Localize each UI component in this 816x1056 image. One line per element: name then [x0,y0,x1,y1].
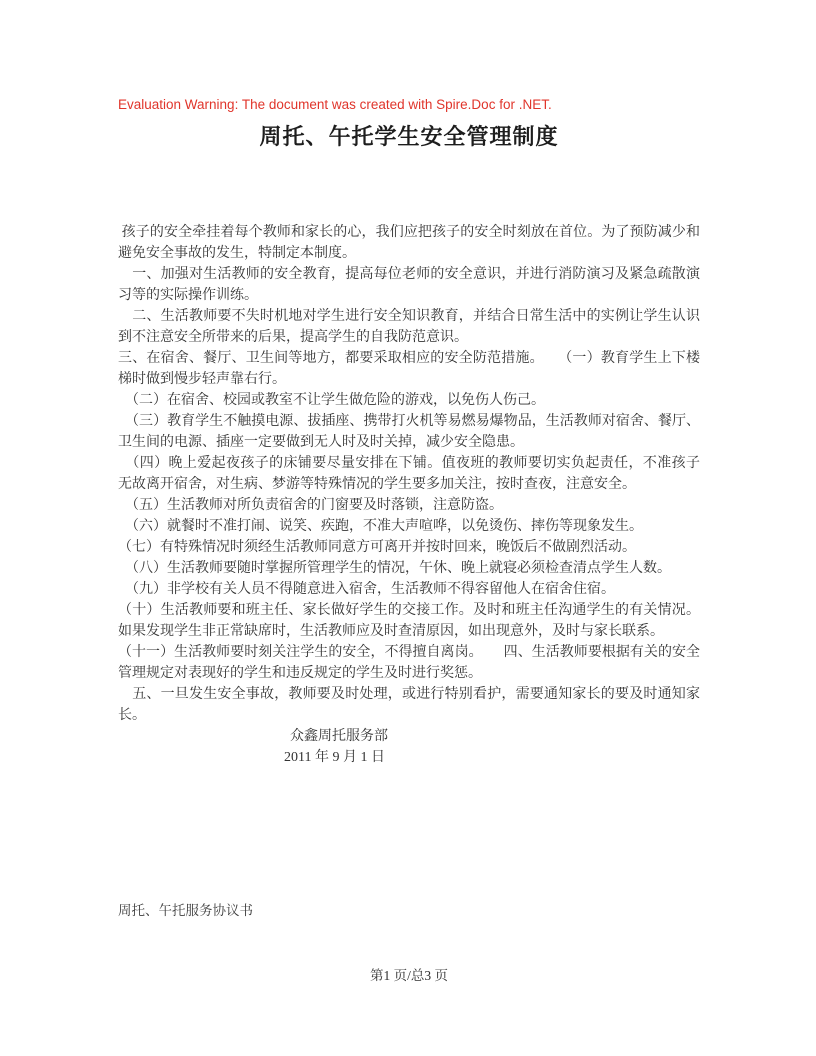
document-body [118,222,700,768]
body-line: （四）晚上爱起夜孩子的床铺要尽量安排在下铺。值夜班的教师要切实负起责任，不准孩子 [118,456,700,471]
body-line: （七）有特殊情况时须经生活教师同意方可离开并按时回来，晚饭后不做剧烈活动。 [118,540,636,555]
body-line: 五、一旦发生安全事故，教师要及时处理，或进行特别看护，需要通知家长的要及时通知家 [118,687,700,702]
body-line: 如果发现学生非正常缺席时，生活教师应及时查清原因，如出现意外，及时与家长联系。 [118,624,664,639]
body-line: 梯时做到慢步轻声靠右行。 [118,372,286,387]
page-number: 第1 页/总3 页 [369,968,448,983]
body-line: 孩子的安全牵挂着每个教师和家长的心，我们应把孩子的安全时刻放在首位。为了预防减少和 [118,225,701,240]
next-document-heading: 周托、午托服务协议书 [118,903,253,918]
body-line: （二）在宿舍、校园或教室不让学生做危险的游戏，以免伤人伤己。 [118,393,545,408]
body-line: 到不注意安全所带来的后果，提高学生的自我防范意识。 [118,330,468,345]
body-line: （八）生活教师要随时掌握所管理学生的情况，午休、晚上就寝必须检查清点学生人数。 [118,561,671,576]
body-line: 三、在宿舍、餐厅、卫生间等地方，都要采取相应的安全防范措施。 （一）教育学生上下楼 [118,351,700,366]
body-line: （三）教育学生不触摸电源、拔插座、携带打火机等易燃易爆物品，生活教师对宿舍、餐厅、 [118,414,700,429]
body-line: 避免安全事故的发生，特制定本制度。 [118,246,356,261]
body-line: 习等的实际操作训练。 [118,288,258,303]
document-title: 周托、午托学生安全管理制度 [259,124,559,149]
body-line: 卫生间的电源、插座一定要做到无人时及时关掉，减少安全隐患。 [118,435,524,450]
body-line: 一、加强对生活教师的安全教育，提高每位老师的安全意识，并进行消防演习及紧急疏散演 [118,267,700,282]
body-line: 管理规定对表现好的学生和违反规定的学生及时进行奖惩。 [118,666,482,681]
body-line: （五）生活教师对所负责宿舍的门窗要及时落锁，注意防盗。 [118,498,503,513]
body-line: （六）就餐时不准打闹、说笑、疾跑，不准大声喧哗，以免烫伤、摔伤等现象发生。 [118,519,643,534]
body-line: 无故离开宿舍，对生病、梦游等特殊情况的学生要多加关注，按时查夜，注意安全。 [118,477,636,492]
body-line: （九）非学校有关人员不得随意进入宿舍，生活教师不得容留他人在宿舍住宿。 [118,582,615,597]
body-line: 二、生活教师要不失时机地对学生进行安全知识教育，并结合日常生活中的实例让学生认识 [118,309,700,324]
body-line: 长。 [118,708,146,723]
evaluation-warning-text: Evaluation Warning: The document was created with Spire.Doc for .NET. [118,97,552,112]
signature-org: 众鑫周托服务部 [290,729,388,744]
body-line: （十）生活教师要和班主任、家长做好学生的交接工作。及时和班主任沟通学生的有关情况。 [118,603,700,618]
signature-date: 2011 年 9 月 1 日 [284,750,385,765]
body-line: （十一）生活教师要时刻关注学生的安全，不得擅自离岗。 四、生活教师要根据有关的安全 [118,645,700,660]
